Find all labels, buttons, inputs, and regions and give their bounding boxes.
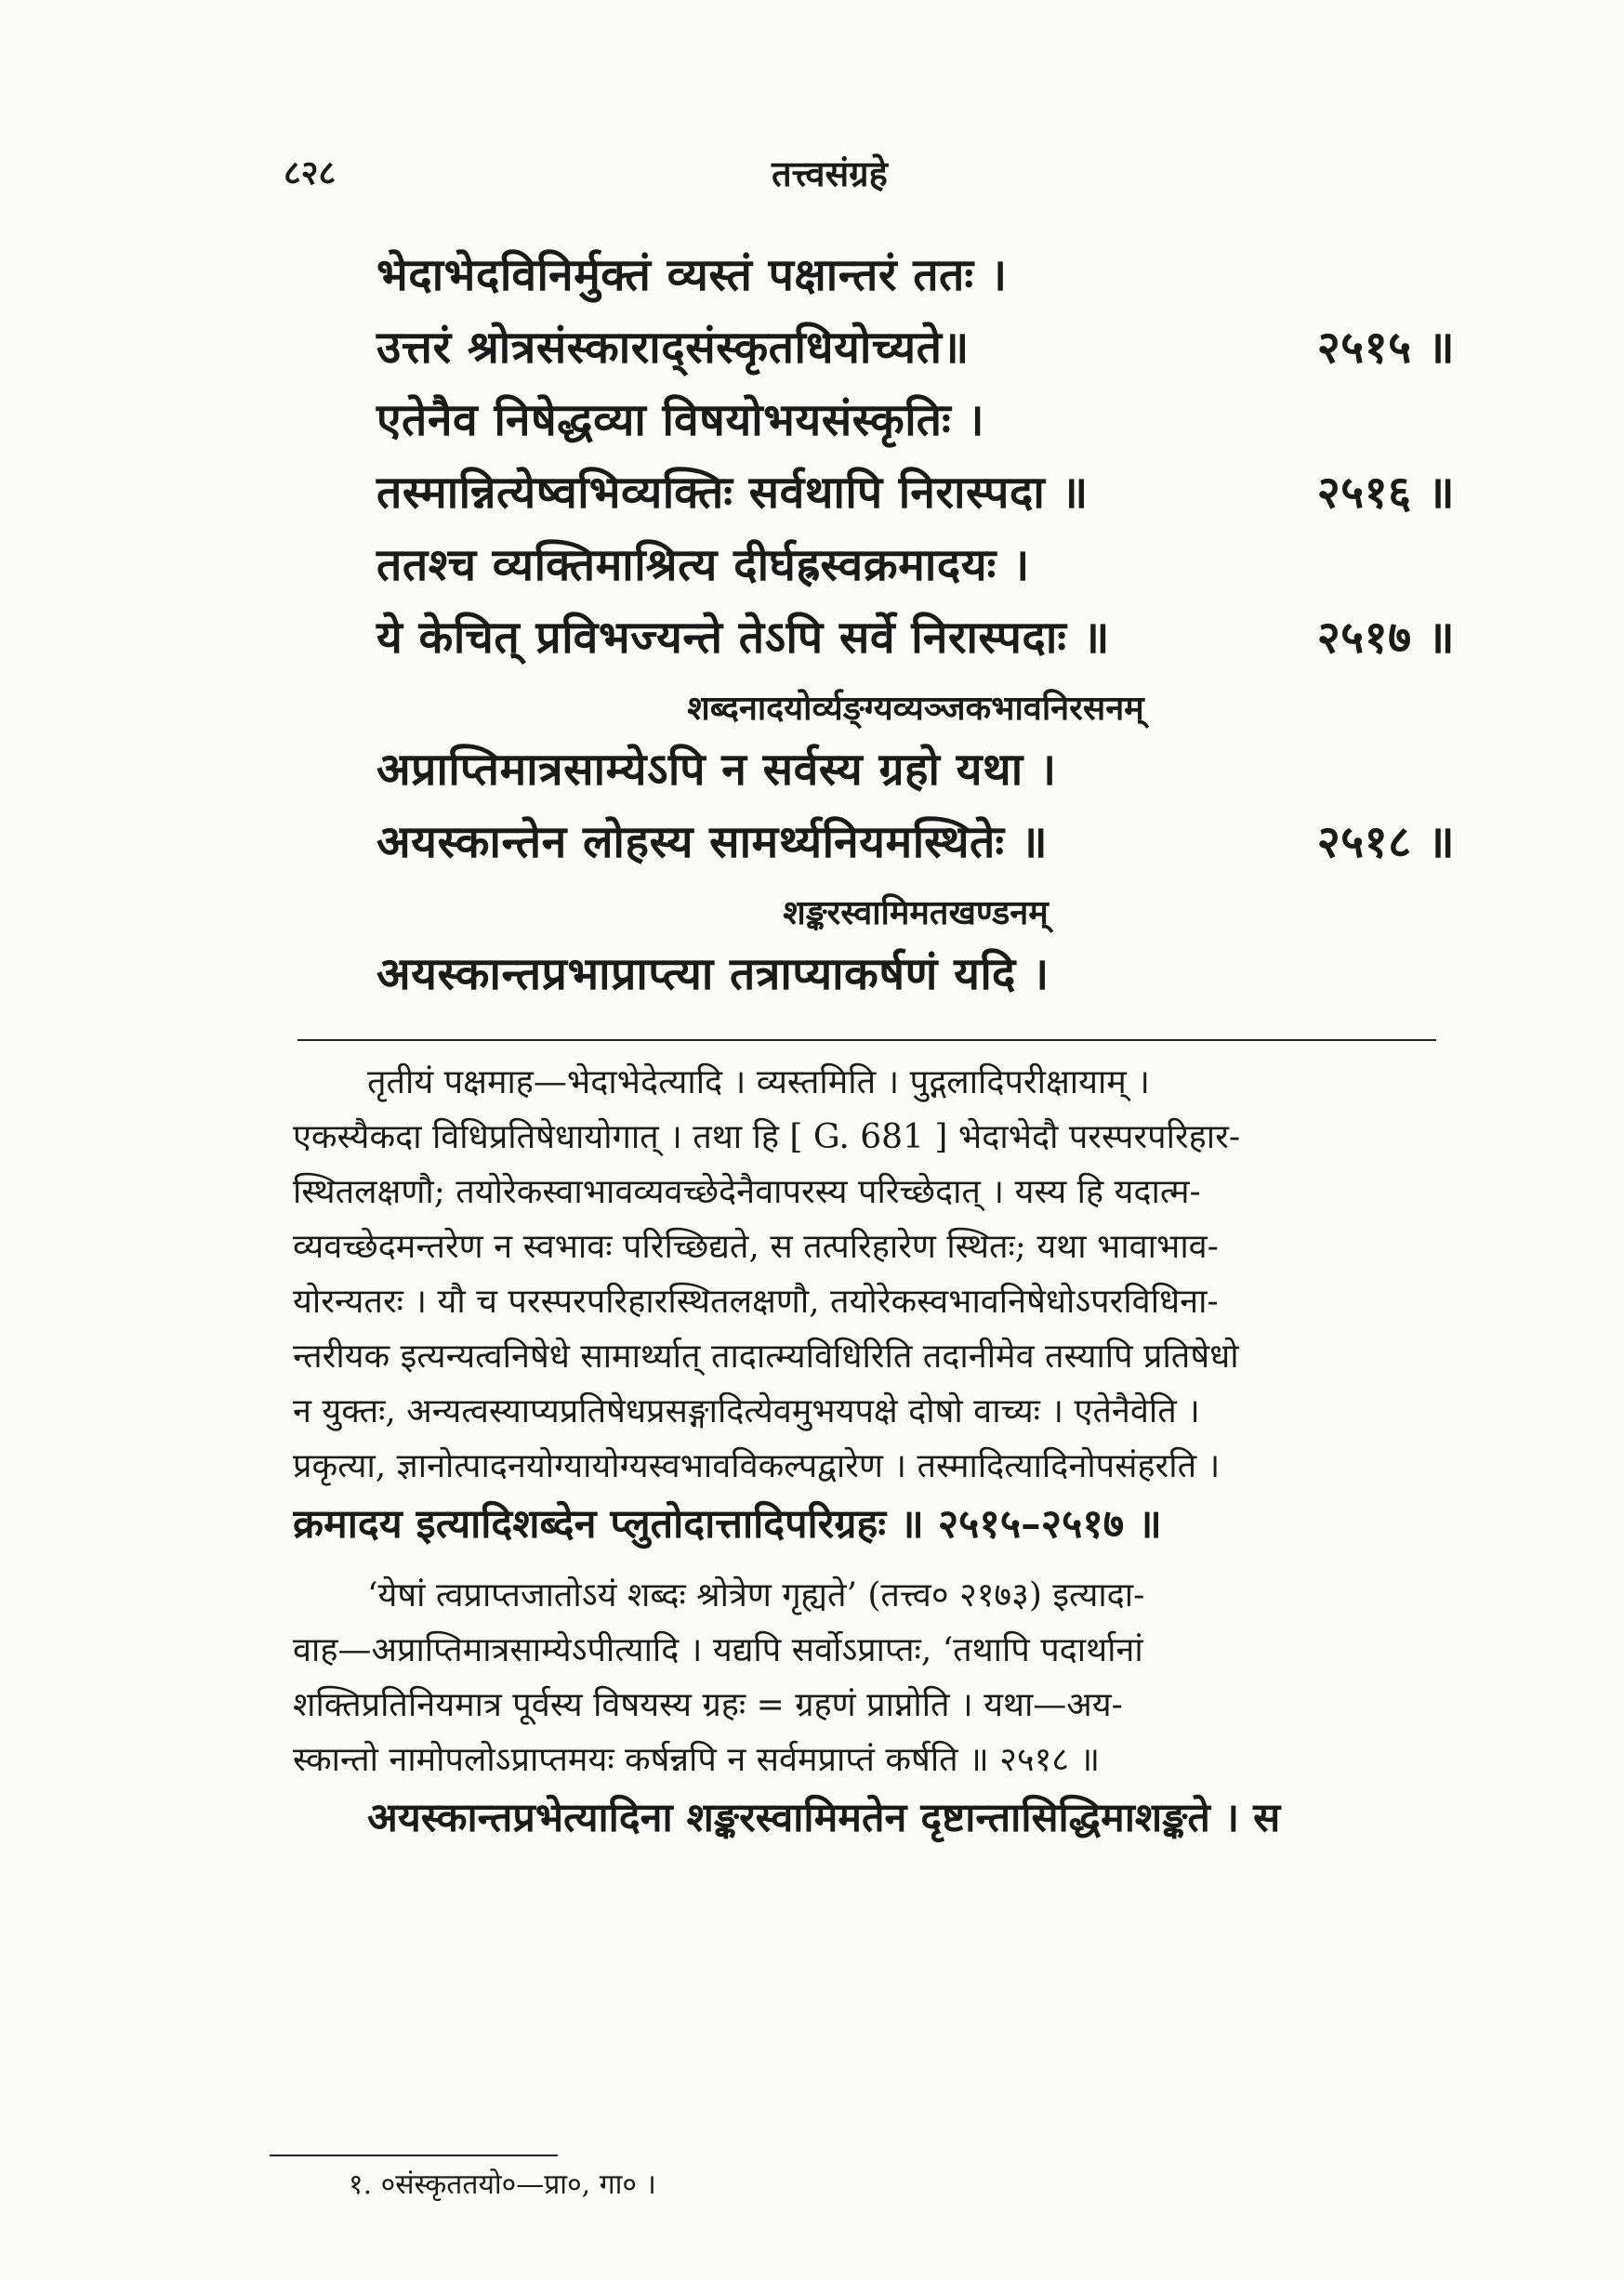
verse-text: अप्राप्तिमात्रसाम्येऽपि न सर्वस्य ग्रहो यथा । [376, 744, 1057, 796]
footnote: १. ०संस्कृततयो०—प्रा०, गा० । [349, 2168, 656, 2201]
commentary-line: योरन्यतरः । यौ च परस्परपरिहारस्थितलक्षणौ, तयोरेकस्वभावनिषेधोऽपरविधिना- [293, 1283, 1219, 1321]
commentary-line: प्रकृत्या, ज्ञानोत्पादनयोग्यायोग्यस्वभावविकल्पद्वारेण । तस्मादित्यादिनोपसंहरति । [293, 1447, 1221, 1485]
running-title: तत्त्वसंग्रहे [772, 152, 888, 194]
commentary-line: अयस्कान्तप्रभेत्यादिना शङ्करस्वामिमतेन दृष्टान्तासिद्धिमाशङ्कते । स [367, 1795, 1281, 1841]
verse-text: उत्तरं श्रोत्रसंस्काराद्संस्कृतधियोच्यते॥ [376, 322, 970, 374]
commentary-line: शक्तिप्रतिनियमात्र पूर्वस्य विषयस्य ग्रहः = ग्रहणं प्राप्नोति । यथा—अय- [293, 1686, 1123, 1724]
verse-text: ये केचित् प्रविभज्यन्ते तेऽपि सर्वे निरास्पदाः ॥ [376, 612, 1110, 664]
verse-number: २५१७ ॥ [1316, 612, 1455, 664]
verse-line [376, 244, 1455, 316]
commentary-line: क्रमादय इत्यादिशब्देन प्लुतोदात्तादिपरिग्रहः ॥ २५१५–२५१७ ॥ [293, 1501, 1162, 1548]
verse-line [376, 738, 1455, 811]
page-header [0, 149, 1624, 204]
verse-line [376, 811, 1455, 883]
verse-block [376, 244, 1455, 1015]
verse-number: २५१६ ॥ [1316, 467, 1455, 519]
page-number: ८२८ [284, 153, 337, 192]
verse-line [376, 316, 1455, 389]
verse-text: भेदाभेदविनिर्मुक्तं व्यस्तं पक्षान्तरं ततः । [376, 249, 1008, 301]
section-heading: शब्दनादयोर्व्यङ्ग्यव्यञ्जकभावनिरसनम् [687, 689, 1144, 728]
commentary-line: न्तरीयक इत्यन्यत्वनिषेधे सामार्थ्यात् तादात्म्यविधिरिति तदानीमेव तस्यापि प्रतिषेधो [293, 1338, 1239, 1376]
verse-text: ततश्च व्यक्तिमाश्रित्य दीर्घह्रस्वक्रमादयः । [376, 539, 1030, 591]
commentary-line: ‘येषां त्वप्राप्तजातोऽयं शब्दः श्रोत्रेण गृह्यते’ (तत्त्व० २१७३) इत्यादा- [367, 1576, 1145, 1614]
footnote-divider [270, 2155, 558, 2156]
commentary-line: एकस्यैकदा विधिप्रतिषेधायोगात् । तथा हि [ G. 681 ] भेदाभेदौ परस्परपरिहार- [293, 1118, 1241, 1156]
verse-line [376, 534, 1455, 606]
verse-text: एतेनैव निषेद्धव्या विषयोभयसंस्कृतिः । [376, 394, 985, 446]
commentary-block [293, 1055, 1446, 1849]
verse-line [376, 606, 1455, 679]
verse-number: २५१८ ॥ [1316, 816, 1455, 868]
verse-number: २५१५ ॥ [1316, 322, 1455, 374]
verse-text: अयस्कान्तप्रभाप्राप्त्या तत्राप्याकर्षणं यदि । [376, 948, 1050, 1000]
section-heading: शङ्करस्वामिमतखण्डनम् [783, 893, 1049, 932]
commentary-line: वाह—अप्राप्तिमात्रसाम्येऽपीत्यादि । यद्यपि सर्वोऽप्राप्तः, ‘तथापि पदार्थानां [293, 1631, 1143, 1669]
verse-text: तस्मान्नित्येष्वभिव्यक्तिः सर्वथापि निरास्पदा ॥ [376, 467, 1089, 519]
paragraph-gap [293, 1555, 1446, 1568]
verse-line [376, 461, 1455, 534]
verse-line [376, 389, 1455, 461]
commentary-line: व्यवच्छेदमन्तरेण न स्वभावः परिच्छिद्यते, स तत्परिहारेण स्थितः; यथा भावाभाव- [293, 1228, 1219, 1266]
verse-commentary-divider [297, 1039, 1436, 1041]
commentary-line: तृतीयं पक्षमाह—भेदाभेदेत्यादि । व्यस्तमिति । पुद्गलादिपरीक्षायाम् । [367, 1063, 1150, 1101]
verse-text: अयस्कान्तेन लोहस्य सामर्थ्यनियमस्थितेः ॥ [376, 816, 1049, 868]
commentary-line: स्कान्तो नामोपलोऽप्राप्तमयः कर्षन्नपि न सर्वमप्राप्तं कर्षति ॥ २५१८ ॥ [293, 1741, 1101, 1779]
commentary-line: स्थितलक्षणौ; तयोरेकस्वाभावव्यवच्छेदेनैवापरस्य परिच्छेदात् । यस्य हि यदात्म- [293, 1173, 1201, 1211]
verse-line [376, 942, 1455, 1015]
commentary-line: न युक्तः, अन्यत्वस्याप्यप्रतिषेधप्रसङ्गादित्येवमुभयपक्षे दोषो वाच्यः । एतेनैवेति । [293, 1392, 1200, 1430]
